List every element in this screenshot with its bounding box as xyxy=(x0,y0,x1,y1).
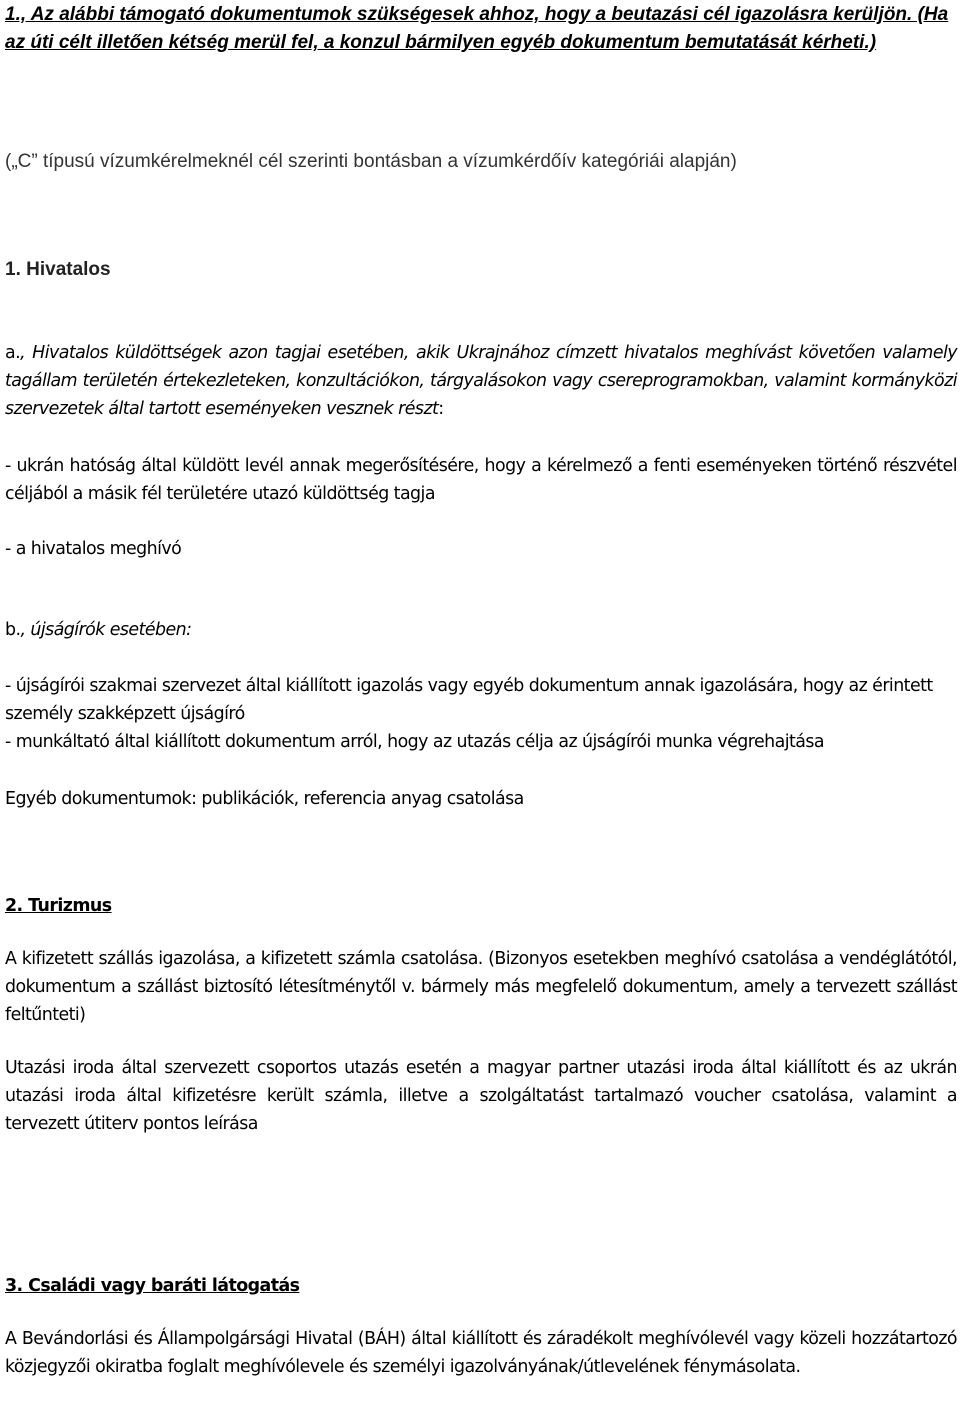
other-documents: Egyéb dokumentumok: publikációk, referencia anyag csatolása xyxy=(5,789,524,809)
tourism-travel-agency-paragraph: Utazási iroda által szervezett csoportos utazás esetén a magyar partner utazási iroda által kiállított és az ukrán utazási iroda által kifizetésre került számla, illetve a szolgáltatást tartalmazó voucher csatolása, valamint a tervezett útiterv pontos leírása xyxy=(5,1058,957,1134)
paragraph-b-text: , újságírók esetében: xyxy=(20,620,192,640)
category-note: („C” típusú vízumkérelmeknél cél szerinti bontásban a vízumkérdőív kategóriái alapján) xyxy=(5,151,737,172)
paragraph-b xyxy=(5,616,957,644)
section-family-visit-heading: 3. Családi vagy baráti látogatás xyxy=(5,1276,300,1296)
family-visit-paragraph: A Bevándorlási és Állampolgársági Hivatal (BÁH) által kiállított és záradékolt meghívólevél vagy közeli hozzátartozó közjegyzői okiratba foglalt meghívólevele és személyi igazolványának/útlevelének fénymásolata. xyxy=(5,1329,957,1377)
paragraph-a-item-invitation: - a hivatalos meghívó xyxy=(5,539,182,559)
intro-heading: 1., Az alábbi támogató dokumentumok szükségesek ahhoz, hogy a beutazási cél igazolásra kerüljön. (Ha az úti célt illetően kétség merül fel, a konzul bármilyen egyéb dokumentum bemutatását kérheti.) xyxy=(5,4,949,53)
section-hivatalos-heading: 1. Hivatalos xyxy=(5,259,111,280)
paragraph-b-label: b. xyxy=(5,620,21,640)
paragraph-b-item-certificate: - újságírói szakmai szervezet által kiállított igazolás vagy egyéb dokumentum annak igazolására, hogy az érintett személy szakképzett újságíró xyxy=(5,676,933,724)
section-turizmus-heading: 2. Turizmus xyxy=(5,896,112,916)
paragraph-a-text: , Hivatalos küldöttségek azon tagjai esetében, akik Ukrajnához címzett hivatalos meghívást követően valamely tagállam területén értekezleteken, konzultációkon, tárgyalásokon vagy csereprogramokban, valamint kormányközi szervezetek által tartott eseményeken vesznek részt xyxy=(5,343,957,419)
tourism-accommodation-paragraph: A kifizetett szállás igazolása, a kifizetett számla csatolása. (Bizonyos esetekben meghívó csatolása a vendéglátótól, dokumentum a szállást biztosító létesítménytől v. bármely más megfelelő dokumentum, amely a tervezett szállást feltűnteti) xyxy=(5,949,957,1025)
paragraph-a xyxy=(5,339,957,423)
paragraph-a-label: a. xyxy=(5,343,21,363)
paragraph-b-item-employer: - munkáltató által kiállított dokumentum arról, hogy az utazás célja az újságírói munka végrehajtása xyxy=(5,732,824,752)
paragraph-a-item-letter: - ukrán hatóság által küldött levél annak megerősítésére, hogy a kérelmező a fenti eseményeken történő részvétel céljából a másik fél területére utazó küldöttség tagja xyxy=(5,456,957,504)
paragraph-a-colon: : xyxy=(438,399,444,419)
